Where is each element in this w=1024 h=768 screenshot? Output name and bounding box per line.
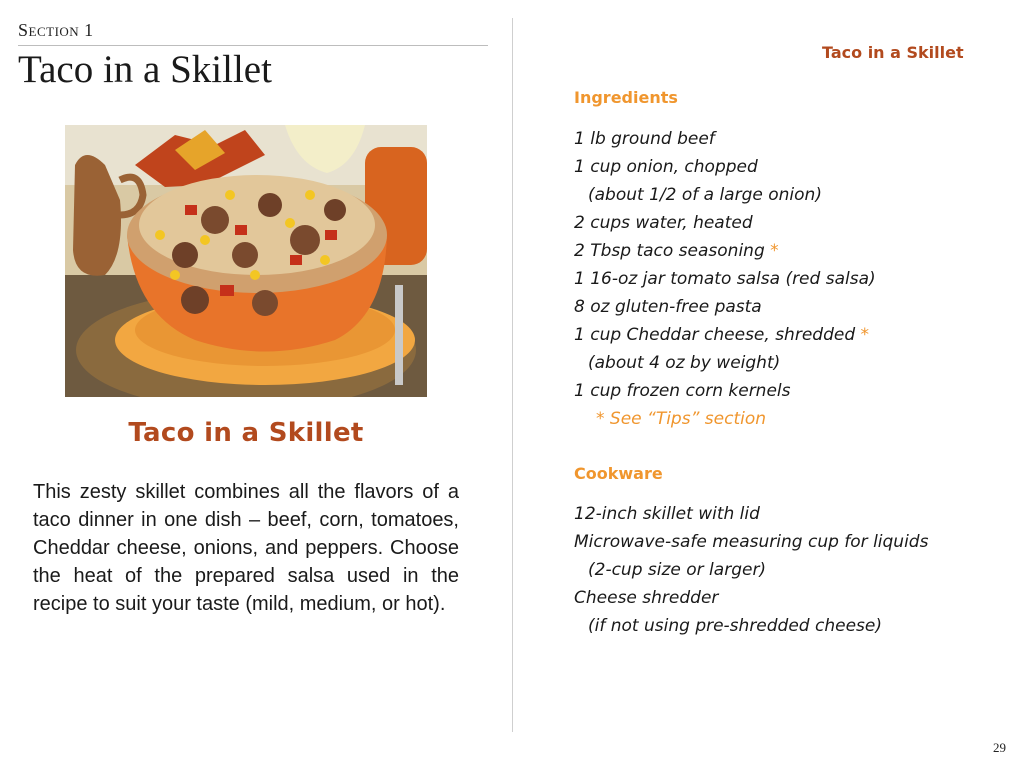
list-item: (2-cup size or larger) [588,560,767,580]
list-item: 1 lb ground beef [574,129,715,149]
tip-marker: * [860,325,870,345]
list-item: 1 16-oz jar tomato salsa (red salsa) [574,269,876,289]
list-item: 1 cup onion, chopped [574,157,758,177]
list-item: (about 4 oz by weight) [588,353,781,373]
list-item: Microwave-safe measuring cup for liquids [574,532,929,552]
tips-note: * See “Tips” section [596,409,767,429]
ingredients-heading: Ingredients [574,88,678,107]
tip-marker: * [770,241,779,261]
list-item: (if not using pre-shredded cheese) [588,616,882,636]
list-item: 12-inch skillet with lid [574,504,760,524]
cookware-list [574,500,928,640]
list-item: 2 cups water, heated [574,213,753,233]
list-item: 8 oz gluten-free pasta [574,297,762,317]
section-label: Section 1 [18,20,94,40]
list-item: (about 1/2 of a large onion) [588,185,822,205]
list-item: 1 cup frozen corn kernels [574,381,791,401]
cookware-heading: Cookware [574,464,663,483]
page-title: Taco in a Skillet [18,48,272,91]
list-item: Cheese shredder [574,588,719,608]
page-number: 29 [993,740,1006,755]
list-item: 1 cup Cheddar cheese, shredded * [574,325,870,345]
center-divider [512,18,513,732]
intro-paragraph: This zesty skillet combines all the flavors of a taco dinner in one dish – beef, corn, tomatoes, Cheddar cheese, onions, and peppers. Choose the heat of the prepared salsa used in the recipe to suit your taste (mild, medium, or hot). [33,481,459,615]
card-title: Taco in a Skillet [128,418,364,448]
recipe-photo [65,125,427,397]
recipe-title: Taco in a Skillet [822,43,964,62]
ingredients-list [574,125,876,433]
list-item: 2 Tbsp taco seasoning * [574,241,779,261]
